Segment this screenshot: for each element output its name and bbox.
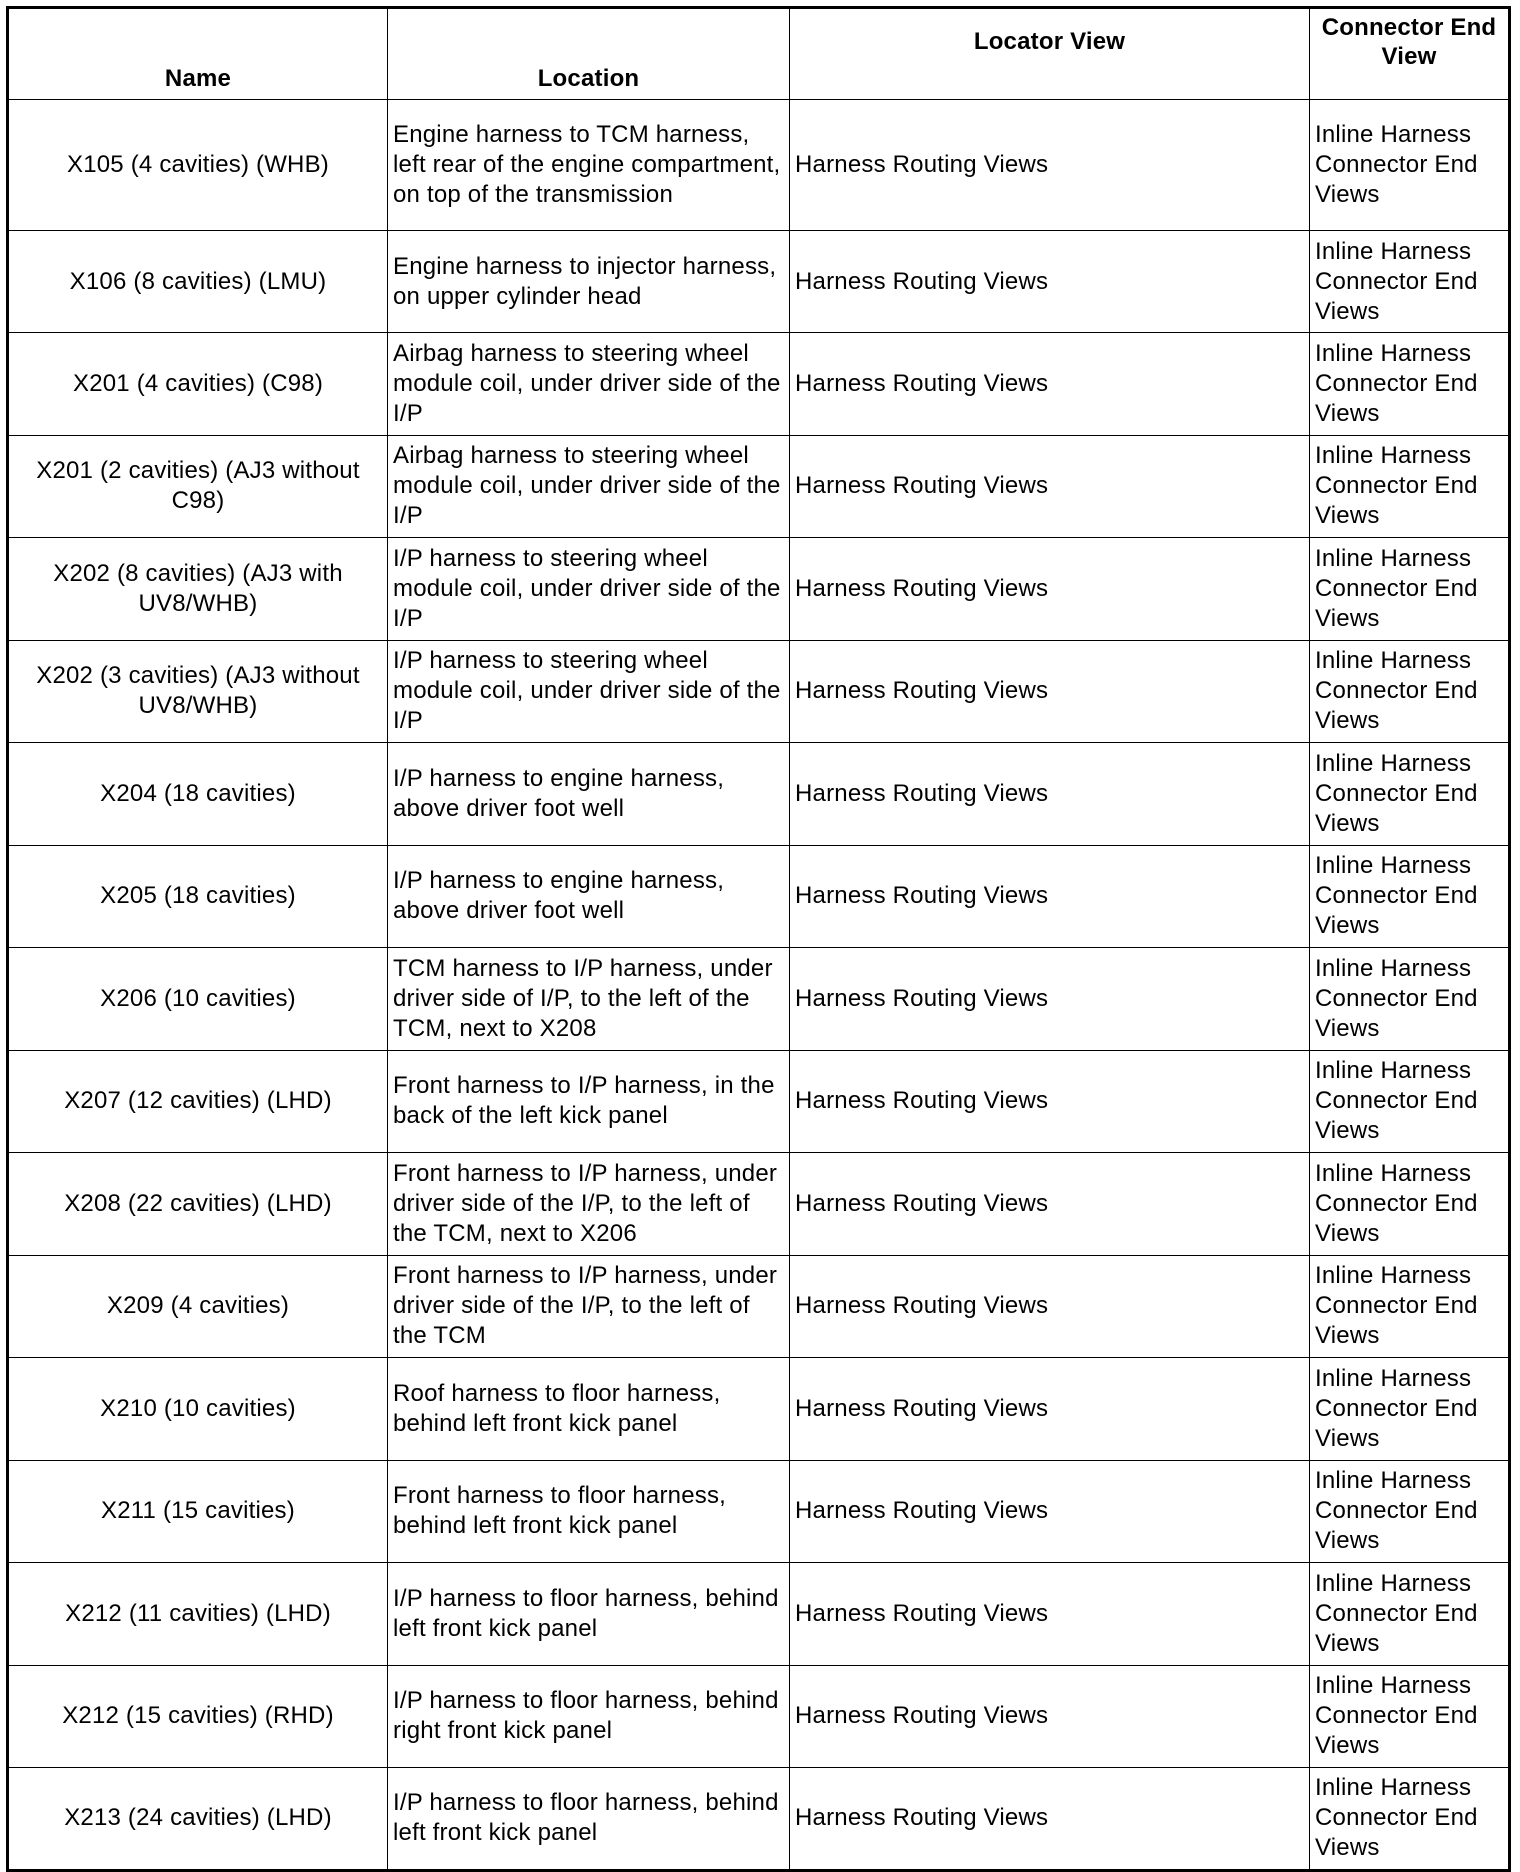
cell-connector-end-view-link[interactable]: Inline Harness Connector End Views: [1310, 1768, 1510, 1871]
cell-location: I/P harness to floor harness, behind left front kick panel: [388, 1563, 790, 1666]
cell-connector-end-view-link[interactable]: Inline Harness Connector End Views: [1310, 1665, 1510, 1768]
cell-connector-end-view-link[interactable]: Inline Harness Connector End Views: [1310, 333, 1510, 436]
cell-name: X201 (4 cavities) (C98): [8, 333, 388, 436]
table-row: [8, 1255, 1510, 1358]
table-row: [8, 100, 1510, 231]
table-row: [8, 948, 1510, 1051]
cell-locator-view-link[interactable]: Harness Routing Views: [790, 1255, 1310, 1358]
cell-name: X106 (8 cavities) (LMU): [8, 231, 388, 333]
header-name: Name: [8, 8, 388, 100]
cell-locator-view-link[interactable]: Harness Routing Views: [790, 1153, 1310, 1256]
cell-location: I/P harness to steering wheel module coil, under driver side of the I/P: [388, 538, 790, 641]
cell-name: X212 (11 cavities) (LHD): [8, 1563, 388, 1666]
cell-connector-end-view-link[interactable]: Inline Harness Connector End Views: [1310, 948, 1510, 1051]
cell-connector-end-view-link[interactable]: Inline Harness Connector End Views: [1310, 1050, 1510, 1153]
cell-locator-view-link[interactable]: Harness Routing Views: [790, 435, 1310, 538]
header-connector-end-view: Connector End View: [1310, 8, 1510, 100]
cell-location: Airbag harness to steering wheel module coil, under driver side of the I/P: [388, 333, 790, 436]
cell-locator-view-link[interactable]: Harness Routing Views: [790, 1768, 1310, 1871]
cell-name: X105 (4 cavities) (WHB): [8, 100, 388, 231]
cell-connector-end-view-link[interactable]: Inline Harness Connector End Views: [1310, 1563, 1510, 1666]
table-row: [8, 845, 1510, 948]
table-row: [8, 1153, 1510, 1256]
cell-locator-view-link[interactable]: Harness Routing Views: [790, 845, 1310, 948]
cell-locator-view-link[interactable]: Harness Routing Views: [790, 640, 1310, 743]
connector-table-sheet: [6, 6, 1508, 1872]
cell-name: X208 (22 cavities) (LHD): [8, 1153, 388, 1256]
table-row: [8, 231, 1510, 333]
cell-location: Roof harness to floor harness, behind left front kick panel: [388, 1358, 790, 1461]
table-row: [8, 743, 1510, 846]
cell-location: I/P harness to engine harness, above driver foot well: [388, 845, 790, 948]
cell-connector-end-view-link[interactable]: Inline Harness Connector End Views: [1310, 1255, 1510, 1358]
cell-name: X206 (10 cavities): [8, 948, 388, 1051]
cell-location: I/P harness to floor harness, behind right front kick panel: [388, 1665, 790, 1768]
cell-locator-view-link[interactable]: Harness Routing Views: [790, 1665, 1310, 1768]
cell-locator-view-link[interactable]: Harness Routing Views: [790, 100, 1310, 231]
cell-location: Front harness to I/P harness, under driver side of the I/P, to the left of the TCM, next to X206: [388, 1153, 790, 1256]
header-location: Location: [388, 8, 790, 100]
header-locator-view: Locator View: [790, 8, 1310, 100]
table-row: [8, 1665, 1510, 1768]
cell-name: X204 (18 cavities): [8, 743, 388, 846]
cell-location: Engine harness to TCM harness, left rear of the engine compartment, on top of the transmission: [388, 100, 790, 231]
cell-location: Engine harness to injector harness, on upper cylinder head: [388, 231, 790, 333]
cell-connector-end-view-link[interactable]: Inline Harness Connector End Views: [1310, 231, 1510, 333]
cell-connector-end-view-link[interactable]: Inline Harness Connector End Views: [1310, 1460, 1510, 1563]
cell-location: I/P harness to steering wheel module coil, under driver side of the I/P: [388, 640, 790, 743]
cell-name: X207 (12 cavities) (LHD): [8, 1050, 388, 1153]
header-row: [8, 8, 1510, 100]
inline-connector-table: [6, 6, 1511, 1872]
cell-name: X201 (2 cavities) (AJ3 without C98): [8, 435, 388, 538]
cell-locator-view-link[interactable]: Harness Routing Views: [790, 333, 1310, 436]
cell-locator-view-link[interactable]: Harness Routing Views: [790, 538, 1310, 641]
cell-location: Front harness to I/P harness, under driver side of the I/P, to the left of the TCM: [388, 1255, 790, 1358]
cell-locator-view-link[interactable]: Harness Routing Views: [790, 743, 1310, 846]
cell-name: X213 (24 cavities) (LHD): [8, 1768, 388, 1871]
cell-connector-end-view-link[interactable]: Inline Harness Connector End Views: [1310, 100, 1510, 231]
cell-location: Airbag harness to steering wheel module coil, under driver side of the I/P: [388, 435, 790, 538]
cell-name: X211 (15 cavities): [8, 1460, 388, 1563]
cell-location: TCM harness to I/P harness, under driver side of I/P, to the left of the TCM, next to X208: [388, 948, 790, 1051]
cell-location: Front harness to floor harness, behind left front kick panel: [388, 1460, 790, 1563]
table-row: [8, 1768, 1510, 1871]
table-header: [8, 8, 1510, 100]
table-row: [8, 1460, 1510, 1563]
table-row: [8, 333, 1510, 436]
cell-location: I/P harness to engine harness, above driver foot well: [388, 743, 790, 846]
cell-name: X202 (8 cavities) (AJ3 with UV8/WHB): [8, 538, 388, 641]
table-body: [8, 100, 1510, 1871]
cell-locator-view-link[interactable]: Harness Routing Views: [790, 1460, 1310, 1563]
cell-connector-end-view-link[interactable]: Inline Harness Connector End Views: [1310, 640, 1510, 743]
cell-locator-view-link[interactable]: Harness Routing Views: [790, 1358, 1310, 1461]
cell-locator-view-link[interactable]: Harness Routing Views: [790, 231, 1310, 333]
cell-name: X202 (3 cavities) (AJ3 without UV8/WHB): [8, 640, 388, 743]
cell-locator-view-link[interactable]: Harness Routing Views: [790, 1563, 1310, 1666]
table-row: [8, 1563, 1510, 1666]
cell-connector-end-view-link[interactable]: Inline Harness Connector End Views: [1310, 1358, 1510, 1461]
table-row: [8, 1050, 1510, 1153]
cell-name: X209 (4 cavities): [8, 1255, 388, 1358]
table-row: [8, 640, 1510, 743]
cell-locator-view-link[interactable]: Harness Routing Views: [790, 1050, 1310, 1153]
cell-location: Front harness to I/P harness, in the back of the left kick panel: [388, 1050, 790, 1153]
cell-location: I/P harness to floor harness, behind left front kick panel: [388, 1768, 790, 1871]
cell-connector-end-view-link[interactable]: Inline Harness Connector End Views: [1310, 538, 1510, 641]
cell-connector-end-view-link[interactable]: Inline Harness Connector End Views: [1310, 1153, 1510, 1256]
cell-locator-view-link[interactable]: Harness Routing Views: [790, 948, 1310, 1051]
cell-connector-end-view-link[interactable]: Inline Harness Connector End Views: [1310, 743, 1510, 846]
cell-connector-end-view-link[interactable]: Inline Harness Connector End Views: [1310, 435, 1510, 538]
cell-name: X210 (10 cavities): [8, 1358, 388, 1461]
cell-name: X212 (15 cavities) (RHD): [8, 1665, 388, 1768]
cell-name: X205 (18 cavities): [8, 845, 388, 948]
table-row: [8, 538, 1510, 641]
table-row: [8, 1358, 1510, 1461]
table-row: [8, 435, 1510, 538]
cell-connector-end-view-link[interactable]: Inline Harness Connector End Views: [1310, 845, 1510, 948]
